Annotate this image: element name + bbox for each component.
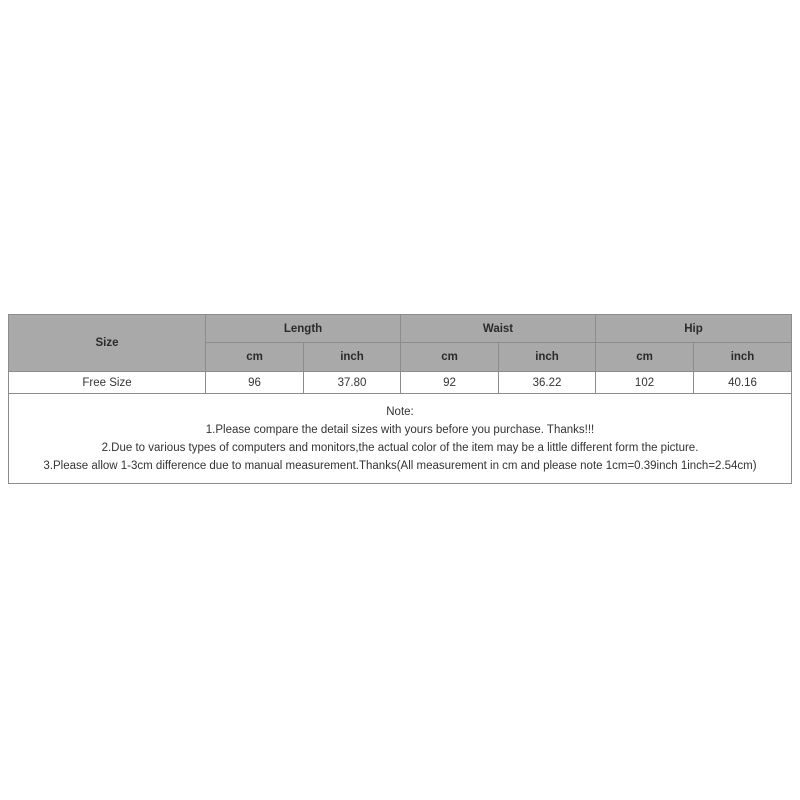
hip-cm-header: cm bbox=[596, 343, 694, 372]
note-line-1: 1.Please compare the detail sizes with yours before you purchase. Thanks!!! bbox=[205, 423, 595, 436]
table-row bbox=[9, 372, 792, 394]
length-inch-header: inch bbox=[304, 343, 401, 372]
length-cm-value: 96 bbox=[206, 372, 304, 394]
notes-title: Note: bbox=[386, 405, 414, 418]
notes-row bbox=[9, 394, 792, 484]
note-line-2: 2.Due to various types of computers and monitors,the actual color of the item may be a little different form the picture. bbox=[101, 441, 699, 454]
header-group-row bbox=[9, 315, 792, 343]
note-line-3: 3.Please allow 1-3cm difference due to manual measurement.Thanks(All measurement in cm and please note 1cm=0.39inch 1inch=2.54cm) bbox=[43, 459, 757, 472]
length-cm-header: cm bbox=[206, 343, 304, 372]
waist-inch-value: 36.22 bbox=[499, 372, 596, 394]
length-inch-value: 37.80 bbox=[304, 372, 401, 394]
waist-cm-header: cm bbox=[401, 343, 499, 372]
hip-inch-value: 40.16 bbox=[694, 372, 792, 394]
hip-inch-header: inch bbox=[694, 343, 792, 372]
waist-cm-value: 92 bbox=[401, 372, 499, 394]
length-header: Length bbox=[206, 315, 401, 343]
size-header: Size bbox=[9, 315, 206, 372]
hip-header: Hip bbox=[596, 315, 792, 343]
hip-cm-value: 102 bbox=[596, 372, 694, 394]
waist-inch-header: inch bbox=[499, 343, 596, 372]
size-chart-table bbox=[8, 314, 792, 484]
waist-header: Waist bbox=[401, 315, 596, 343]
size-value: Free Size bbox=[9, 372, 206, 394]
notes-cell bbox=[9, 394, 792, 484]
